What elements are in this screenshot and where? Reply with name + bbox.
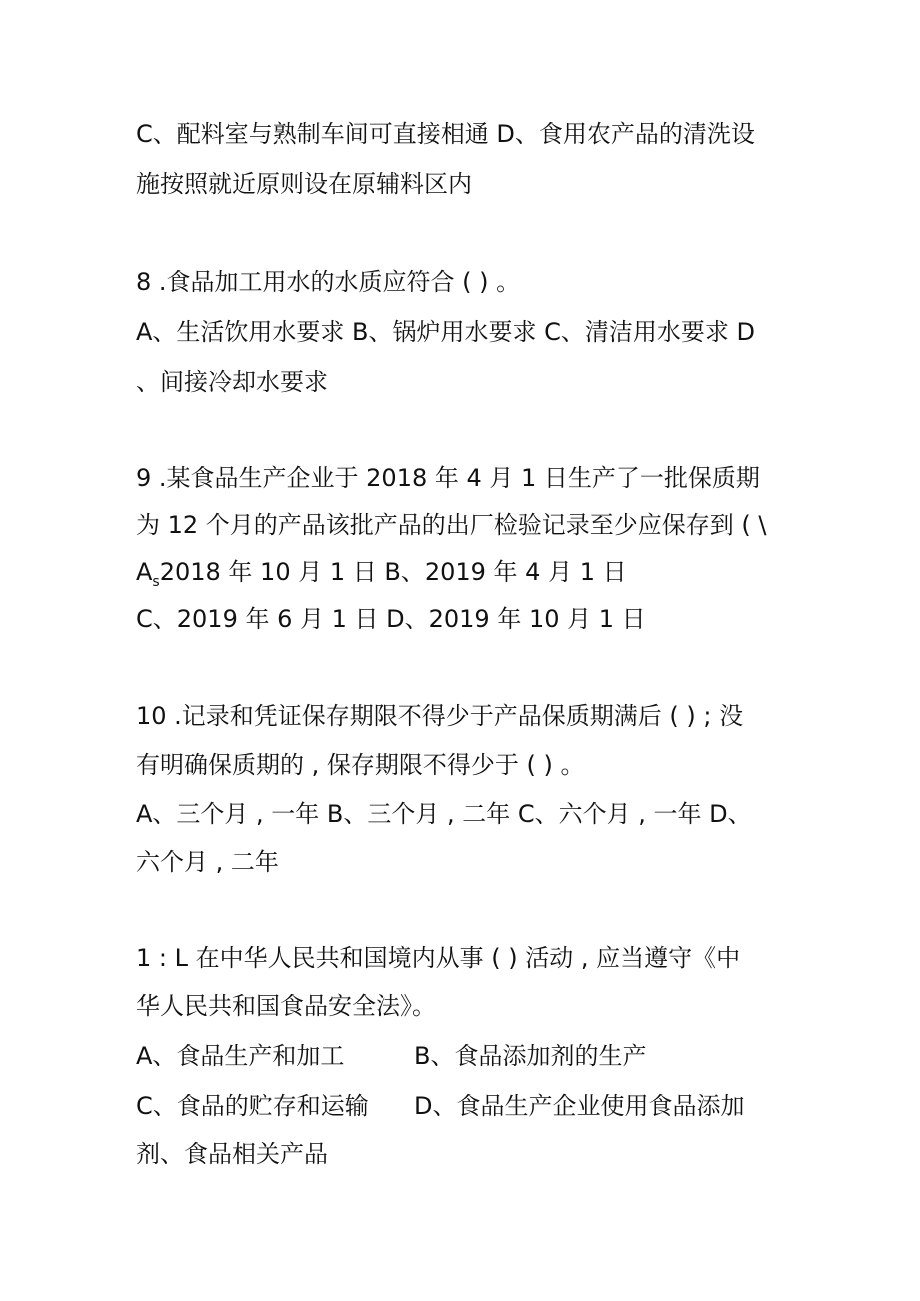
q7-options-line-1: C、配料室与熟制车间可直接相通 D、食用农产品的清洗设 — [136, 120, 755, 148]
q10-question-line-2: 有明确保质期的 , 保存期限不得少于 ( ) 。 — [136, 751, 585, 779]
q10-question-line-1: 10 .记录和凭证保存期限不得少于产品保质期满后 ( ) ; 没 — [136, 702, 744, 730]
q11-question-line-2: 华人民共和国食品安全法》。 — [136, 992, 436, 1020]
q7-options-line-2: 施按照就近原则设在原辅料区内 — [136, 170, 472, 198]
q11-option-d-continued: 剂、食品相关产品 — [136, 1140, 328, 1168]
q8-options-line-1: A、生活饮用水要求 B、锅炉用水要求 C、清洁用水要求 D — [136, 318, 756, 346]
q11-options-row-1 — [136, 1040, 796, 1072]
q9-option-a-letter: A — [136, 558, 153, 586]
q11-options-row-2 — [136, 1090, 796, 1122]
q9-option-a-subscript: s — [152, 574, 160, 590]
q9-options-line-1 — [136, 556, 796, 598]
q9-option-a-rest: 2018 年 10 月 1 日 B、2019 年 4 月 1 日 — [159, 558, 627, 586]
q10-options-line-1: A、三个月 , 一年 B、三个月 , 二年 C、六个月 , 一年 D、 — [136, 800, 752, 828]
q9-question-line-2: 为 12 个月的产品该批产品的出厂检验记录至少应保存到 ( \ — [136, 511, 767, 539]
q10-options-line-2: 六个月 , 二年 — [136, 848, 279, 876]
q11-option-a: A、食品生产和加工 — [136, 1042, 345, 1070]
q11-option-d: D、食品生产企业使用食品添加 — [414, 1092, 745, 1120]
q8-options-line-2: 、间接冷却水要求 — [136, 368, 328, 396]
q9-options-line-2: C、2019 年 6 月 1 日 D、2019 年 10 月 1 日 — [136, 605, 646, 633]
q11-option-b: B、食品添加剂的生产 — [414, 1042, 647, 1070]
q8-question: 8 .食品加工用水的水质应符合 ( ) 。 — [136, 268, 521, 296]
q11-question-line-1: 1 : L 在中华人民共和国境内从事 ( ) 活动 , 应当遵守《中 — [136, 944, 741, 972]
q9-question-line-1: 9 .某食品生产企业于 2018 年 4 月 1 日生产了一批保质期 — [136, 464, 760, 492]
q11-option-c: C、食品的贮存和运输 — [136, 1092, 369, 1120]
